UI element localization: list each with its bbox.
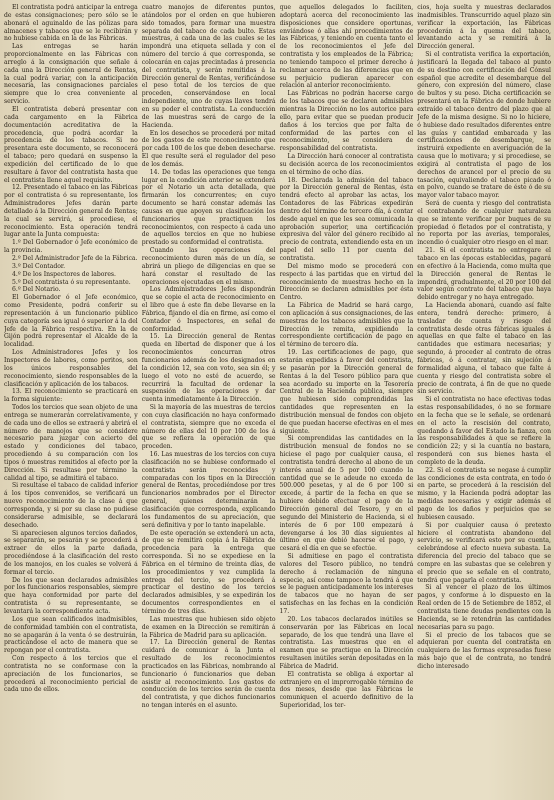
paragraph: 19. Las certificaciones de pago, que estarán expedidas á favor del contratista, se pasarán por la Dirección general de Rentas á la del Tesoro público para que sea acordado su importe en la Tesorería Central de la Hacienda pública, siempre que hubiesen sido comprendidas las cantidades que representen en la distribución mensual de fondos con objeto de que puedan hacerse efectivas en el mes siguiente. (279, 349, 414, 435)
paragraph: Será de cuenta y riesgo del contratista el contrabando de cualquier naturaleza que se intente verificar por buques de su propiedad ó fletados por el contratista, y no reporta por las averías, temporales, incendio ó cualquier otro riesgo en el mar. (417, 200, 551, 247)
paragraph: Las Fábricas no podrán hacerse cargo de los tabacos que se declaren admisibles mientras la Dirección no los autorice para ello, para evitar que se puedan producir daños á los tercios que por falta de conformidad de las partes con el reconocimiento, se considera de responsabilidad del contratista. (279, 90, 414, 153)
paragraph: cios, hoja suelta y muestras declarados inadmisibles. Transcurrido aquel plazo sin verificar la exportación, las Fábricas procederán á la quema del tabaco, levantando acta y se remitirá á la Dirección general. (417, 4, 551, 51)
paragraph: Con respecto á los tercios que el contratista no se conformase con la apreciación de los funcionarios, se procederá al reconocimiento pericial de cada uno de ellos. (4, 655, 138, 694)
paragraph: 1.º Del Gobernador ó Jefe económico de la provincia. (4, 239, 138, 255)
paragraph: 5.º Del contratista ó su representante. (12, 278, 131, 286)
column-1 (4, 4, 138, 800)
paragraph: 6.º Del Notario. (12, 286, 61, 294)
paragraph: Si por cualquier causa ó pretexto hiciere el contratista abandono del servicio, se verificará esto por su cuenta, celebrándose al efecto nueva subasta. La diferencia del precio del tabaco que se compre en las subastas que se celebren y el precio que se señale en el contrato, tendrá que pagarla el contratista. (417, 521, 551, 584)
paragraph: que aquellos delegados lo faciliten, adoptará acerca del reconocimiento las disposiciones que considere oportunas, enviándose ó allas ahí procedimientos de las Fábricas, y teniendo en cuenta tanto el de los reconocimientos el Jefe del contratista y los empleados de la Fábrica; no teniendo tampoco el primer derecho á reclamar acerca de las diferencias que en su perjuicio pudieran aparecer con relación al anterior reconocimiento. (279, 4, 414, 90)
paragraph: En los desechos se procederá por mitad de los gastos de este reconocimiento que por cada 100 de los que deben desecharse. El que resulte será el regulador del peso de los demás. (141, 129, 276, 168)
paragraph: Si comprendidas las cantidades en la distribución mensual de fondos no se hiciese el pago por cualquier causa, el contratista tendrá derecho al abono de un interés anual de 5 por 100 cuando la cantidad que se le adeude no exceda de 500.000 pesetas, y al de 6 por 100 si excede, á partir de la fecha en que se hubiere debido efectuar el pago de la Dirección general del Tesoro, y en el segundo del Ministerio de Hacienda, si el interés de 6 por 100 empezará á devengarse á los 30 días siguientes al último en que debió hacerse el pago, y cesará el día en que se efectúe. (279, 435, 414, 553)
paragraph: 16. Las muestras de los tercios con cuya clasificación no se hubiese conformado el contratista serán reconocidas y comparadas con los tipos en la Dirección general de Rentas, procediéndose por tres funcionarios nombrados por el Director general, quienes determinarán la clasificación que corresponda, explicando los fundamentos de su apreciación, que será definitiva y por lo tanto inapelable. (141, 451, 276, 529)
paragraph: Si admitiese en pago el contratista valores del Tesoro público, no tendrá derecho á reclamación de ninguna especie, así como tampoco la tendrá á que se le paguen anticipadamente los intereses de tabacos que no hayan de ser satisfechas en las fechas en la condición 17. (279, 553, 414, 615)
column-3 (280, 4, 414, 800)
column-4 (417, 4, 551, 800)
paragraph: La Dirección hará conocer al contratista su decisión acerca de los reconocimientos en el término de ocho días. (279, 153, 414, 176)
paragraph: De este operación se extenderá un acta, de que se remitirá copia á la Fábrica de procedencia para la entrega que corresponda. Si no se expediese en la Fábrica en el término de treinta días, de los procedimientos y vez cumplida la entrega del tercio, se procederá á practicar el destino de los tercios declarados admisibles, y se expedirán los documentos correspondientes en el término de tres días. (141, 529, 276, 615)
paragraph: El Gobernador ó el Jefe económico, como Presidente, podrá conferir su representación á un funcionario público cuya categoría sea igual ó superior á la del Jefe de la Fábrica respectiva. En la de Gijón podrá representar el Alcalde de la localidad. (4, 294, 138, 349)
paragraph: Del mismo modo se procederá con respecto á las partidas que en virtud del reconocimiento de muestras hecho en la Dirección se declaren admisibles por ésta Centro. (279, 262, 414, 302)
paragraph: La Hacienda abonará, cuando así falte entera, tendrá derecho: primero, á trasladar de cuenta y riesgo del contratista desde otras fábricas iguales á aquellas en que falte el tabaco en las cantidades que estimara necesarias; y segundo, á proceder al contrato de otras fábricas, ó á contratar, sin sujeción á formalidad alguna, el tabaco que falte á cuenta y riesgo del contratista sobre el precio de contrata, á fin de que no quede sin servicio. (417, 302, 551, 396)
paragraph: Las entregas se harán proporcionalmente en las Fábricas con arreglo á la consignación que señale á cada una la Dirección general de Rentas, la cual podrá variar, con la anticipación necesaria, las consignaciones parciales siempre que lo crea conveniente al servicio. (4, 43, 138, 106)
paragraph: cuatro manojos de diferentes puntos, atándolos por el orden en que hubieren sido tomados, para formar una muestra separada del tabaco de cada bulto. Estas muestras, á cada una de las cuales se les impondrá una etiqueta sellada y con el número del tercio á que corresponda, se colocarán en cajas precintadas á presencia del contratista, y serán remitidas á la Dirección general de Rentas, verificándose el peso total de los tercios de que proceden, conservándose en local independiente, uno de cuyas llaves tendrá en su poder el contratista. La conducción de las muestras será de cargo de la Hacienda. (141, 4, 276, 129)
paragraph: La Fábrica de Madrid se hará cargo, con aplicación á sus consignaciones, de las muestras de los tabacos admisibles que la Dirección le remita, expidiendo la correspondiente certificación de pago en el término de tercero día. (279, 302, 414, 349)
paragraph: 21. Si el contratista no entregare el tabaco en las épocas establecidas, pagará en efectivo á la Hacienda, como multa que la Dirección general de Rentas le impondrá, gradualmente, el 20 por 100 del valor según contrato del tabaco que haya debido entregar y no haya entregado. (417, 247, 551, 302)
paragraph: Cuando las operaciones del reconocimiento duren más de un día, se abrirá un pliego de diligencias en que se hará constar el resultado de las operaciones ejecutadas en el mismo. (141, 247, 276, 286)
paragraph: 22. Si el contratista se negase á cumplir las condiciones de esta contrata, en todo ó en parte, se procederá á la rescisión del mismo, y la Hacienda podrá adoptar las medidas necesarias y exigir además el pago de los daños y perjuicios que se hubiesen causado. (417, 466, 551, 521)
paragraph: Si el contratista no hace efectivas todas estas responsabilidades, ó no se formare en la fecha que se le señale, se ordenará en el acto la rescisión del contrato, quedando á favor del Estado la fianza, con las responsabilidades á que se refiere la condición 22; y si la cuantía no bastara, responderá con sus bienes hasta el completo de la deuda. (417, 396, 551, 466)
paragraph: 20. Los tabacos declarados inútiles se conservarán por las Fábricas en local separado, de los que tendrá una llave el contratista. Las muestras que en el examen que se practique en la Dirección resultasen inútiles serán depositadas en la Fábrica de Madrid. (279, 615, 414, 670)
paragraph: 14. De todas las operaciones que tenga lugar en la condición anterior se extenderá por el Notario un acta detallada, que firmarán los concurrentes; en cuyo documento se hará constar además las causas en que apoyen su clasificación los funcionarios que practiquen los reconocimientos, con respecto á cada uno de aquellos tercios en que no hubiese prestado su conformidad el contratista. (141, 168, 276, 247)
paragraph: 3.º Del Contador. (12, 262, 66, 270)
paragraph: Si resultase el tabaco de calidad inferior á los tipos convenidos, se verificará un nuevo reconocimiento de la clase á que corresponda, y si por su clase no pudiese considerarse admisible, se declarará desechado. (4, 482, 138, 529)
paragraph: 18. Declarada la admisión del tabaco por la Dirección general de Rentas, ésta tendrá efecto al aprobar las actas, los Contadores de las Fábricas expedirán dentro del término de tercero día, á contar desde aquel en que les sea comunicada la aprobación superior, una certificación expresiva del valor del género recibido al precio de contrata, extendiendo esta en un papel del sello 11 por cuenta del contratista. (279, 176, 414, 262)
text-columns (4, 4, 551, 800)
paragraph: El contratista deberá presentar con cada cargamento en la Fábrica documentación acreditativa de la procedencia, que podrá acordar la procedencia de los tabacos. Si no presentara este documento, se reconocerá el tabaco; pero quedará en suspenso la expedición del certificado de lo que resultare á favor del contratista hasta que el contratista llene aquel requisito. (4, 105, 138, 184)
paragraph: El contratista se obliga á exportar al extranjero en el improrrogable término de dos meses, desde que las Fábricas le comuniquen el acuerdo definitivo de la Superioridad, los ter- (279, 670, 414, 710)
paragraph: 17. La Dirección general de Rentas cuidará de comunicar á la Junta el resultado de los reconocimientos practicados en las Fábricas, nombrando al funcionario ó funcionarios que deban asistir al reconocimiento. Los gastos de conducción de los tercios serán de cuenta del contratista, y que dichos funcionarios no tengan interés en el asunto. (141, 639, 276, 710)
paragraph: Si el contratista verifica la exportación, justificará la llegada del tabaco al punto de su destino con certificación del Cónsul español que acredite el desembarque del género, con expresión del número, clase de bultos y su peso. Dicha certificación se presentará en la Fábrica de donde hubiere extraído el tabaco dentro del plazo que al Jefe de la misma designe. Si no lo hiciere, ó hubiese dado resultados diferentes entre las guías y cantidad embarcada y las certificaciones de desembarque, se instruirá expediente en averiguación de la causa que lo motivara; y si procediese, se exigirá al contratista el pago de los derechos de arancel por el precio de su tasación, equivaliendo el tabaco picado ó en polvo, cuando se tratare de éste ó de su mayor valor tabaco mayor. (417, 51, 551, 200)
paragraph: Si el precio de los tabacos que se adquieran por cuenta del contratista en cualquiera de las formas expresadas fuese más bajo que el de contrata, no tendrá dicho interesado (417, 631, 551, 670)
column-2 (142, 4, 276, 800)
paragraph: Si al vencer el plazo de los últimos pagos, y conforme á lo dispuesto en la Real orden de 15 de Setiembre de 1852, el contratista tiene deudas pendientes con la Hacienda, se le retendrán las cantidades necesarias para su pago. (417, 584, 551, 631)
paragraph: 15. La Dirección general de Rentas queda en libertad de disponer que á los reconocimientos concurran otros funcionarios además de los designados en la condición 12, sea con voto, sea sin él; y luego el voto no esté de acuerdo, se recurrirá la facultad de ordenar la suspensión de las operaciones y dar cuenta inmediatamente á la Dirección. (141, 333, 276, 404)
paragraph: 4.º De los Inspectores de labores. (12, 270, 116, 278)
paragraph: 12. Presentado el tabaco en las Fábricas por el contratista ó su representante, los Administradores Jefes darán parte detallado á la Dirección general de Rentas; la cual se servirá, si procediese, el reconocimiento. Esta operación tendrá lugar ante la Junta compuesta: (4, 184, 138, 239)
paragraph: 2.º Del Administrador Jefe de la Fábrica. (12, 255, 138, 262)
paragraph: Los Administradores Jefes dispondrán que se copie el acta de reconocimiento en el libro que á este fin debe llevarse en la Fábrica, fijando el día en firme, así como el Contador ó Inspectores, en señal de conformidad. (141, 286, 276, 333)
paragraph: De los que sean declarados admisibles por los funcionarios responsables, siempre que haya conformidad por parte del contratista ó su representante, se levantará la correspondiente acta. (4, 576, 138, 615)
paragraph: Las muestras que hubiesen sido objeto de examen en la Dirección se remitirán á la Fábrica de Madrid para su aplicación. (141, 615, 276, 639)
paragraph: Los que sean calificados inadmisibles, de conformidad también con el contratista, no se apagarán á la venta ó se destruirán, practicándose el acto de manera que se repongan por el contratista. (4, 615, 138, 655)
paragraph: El contratista podrá anticipar la entrega de estas consignaciones; pero sólo se le abonará el aguinaldo de las pólizas para almacenes y tabacos que se le recibirán y no hubiese cabida en la de las Fábricas. (4, 4, 138, 43)
paragraph: Todos los tercios que sean objeto de una entrega se numerarán correlativamente, y de cada uno de ellos se extraerá y abrirá el número de manojos que se considere necesario para juzgar con acierto del estado y condiciones del tabaco, procediendo á su comparación con los tipos ó muestras remitidos al efecto por la Dirección. Si resultase por término la calidad al tipo, se admitirá el tabaco. (4, 404, 138, 482)
paragraph: 13. El reconocimiento se practicará en la forma siguiente: (4, 388, 138, 404)
paragraph: Si la mayoría de las muestras de tercios con cuya clasificación no haya conformado el contratista, siempre que no exceda el número de ellas del 10 por 100 de los á que se refiera la operación de que proceden. (141, 404, 276, 451)
paragraph: Si apareciesen algunos tercios dañados, se separarán, se pesarán y se procederá á extraer de ellos la parte dañada, procediéndose á la clasificación del resto de los manojos, en los cuales se volverá á formar el tercio. (4, 529, 138, 576)
paragraph: Los Administradores Jefes y los Inspectores de labores, como peritos, son los únicos responsables del reconocimiento, siendo responsables de la clasificación y aplicación de los tabacos. (4, 349, 138, 388)
